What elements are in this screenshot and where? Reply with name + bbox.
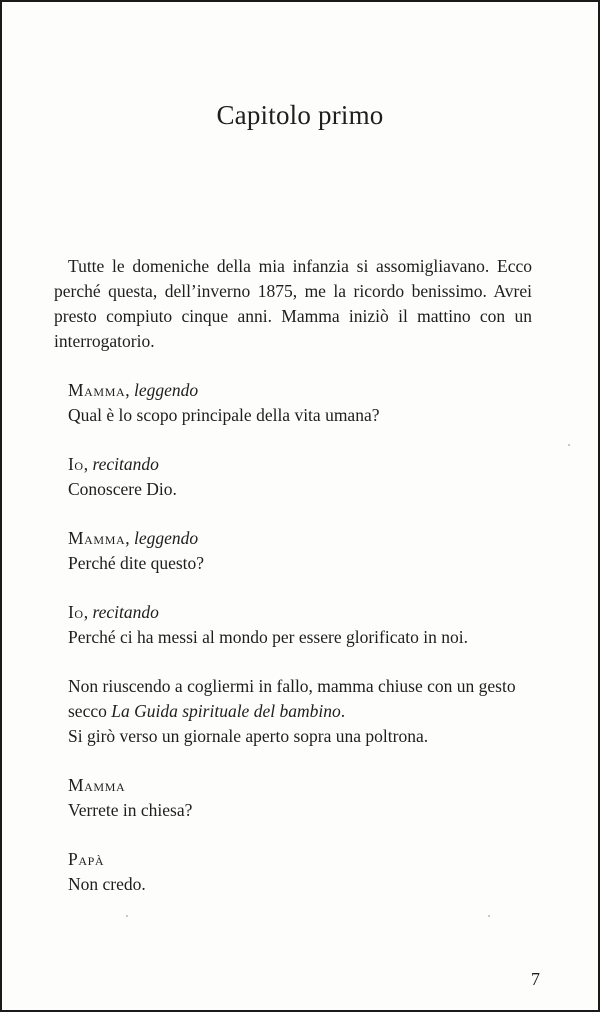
stage-direction: leggendo	[133, 380, 199, 400]
comma-separator: ,	[125, 380, 134, 400]
speaker-name: Mamma	[68, 528, 126, 548]
narration-punctuation: .	[340, 701, 346, 721]
chapter-title: Capitolo primo	[216, 100, 384, 130]
dialogue-line: Perché dite questo?	[68, 553, 205, 573]
speaker-line	[68, 600, 532, 625]
comma-separator: ,	[83, 454, 93, 474]
speaker-name: Mamma	[68, 775, 126, 795]
narration-text: Non riuscendo a cogliermi in fallo, mamma chiuse con un gesto secco	[68, 676, 516, 721]
narration-block	[54, 674, 532, 749]
dialogue-line: Qual è lo scopo principale della vita umana?	[68, 405, 380, 425]
dialogue-line: Verrete in chiesa?	[68, 800, 193, 820]
stage-direction: recitando	[92, 454, 159, 474]
chapter-body	[54, 254, 532, 897]
speaker-name: Mamma	[68, 380, 126, 400]
page-number: 7	[531, 969, 540, 989]
paper-speck	[126, 915, 128, 917]
narration-sentence	[68, 674, 532, 724]
dialogue-line: Non credo.	[68, 874, 146, 894]
speaker-line	[68, 847, 532, 872]
paper-speck	[568, 444, 570, 446]
speaker-line	[68, 378, 532, 403]
speaker-line	[68, 773, 532, 798]
book-title: La Guida spirituale del bambino	[111, 701, 341, 721]
narration-sentence: Si girò verso un giornale aperto sopra una poltrona.	[68, 726, 429, 746]
speaker-name: Io	[68, 454, 84, 474]
speaker-name: Papà	[68, 849, 105, 869]
dialogue-block	[54, 452, 532, 502]
dialogue-block	[54, 526, 532, 576]
stage-direction: leggendo	[133, 528, 199, 548]
stage-direction: recitando	[92, 602, 159, 622]
dialogue-block	[54, 600, 532, 650]
dialogue-line: Perché ci ha messi al mondo per essere glorificato in noi.	[68, 627, 468, 647]
speaker-line	[68, 526, 532, 551]
comma-separator: ,	[83, 602, 93, 622]
speaker-name: Io	[68, 602, 84, 622]
dialogue-block	[54, 847, 532, 897]
paper-speck	[488, 915, 490, 917]
dialogue-line: Conoscere Dio.	[68, 479, 177, 499]
dialogue-block	[54, 378, 532, 428]
dialogue-block	[54, 773, 532, 823]
comma-separator: ,	[125, 528, 134, 548]
speaker-line	[68, 452, 532, 477]
opening-paragraph: Tutte le domeniche della mia infanzia si assomigliavano. Ecco perché questa, dell’inverno 1875, me la ricordo benissimo. Avrei presto compiuto cinque anni. Mamma iniziò il mattino con un interrogatorio.	[54, 256, 532, 351]
